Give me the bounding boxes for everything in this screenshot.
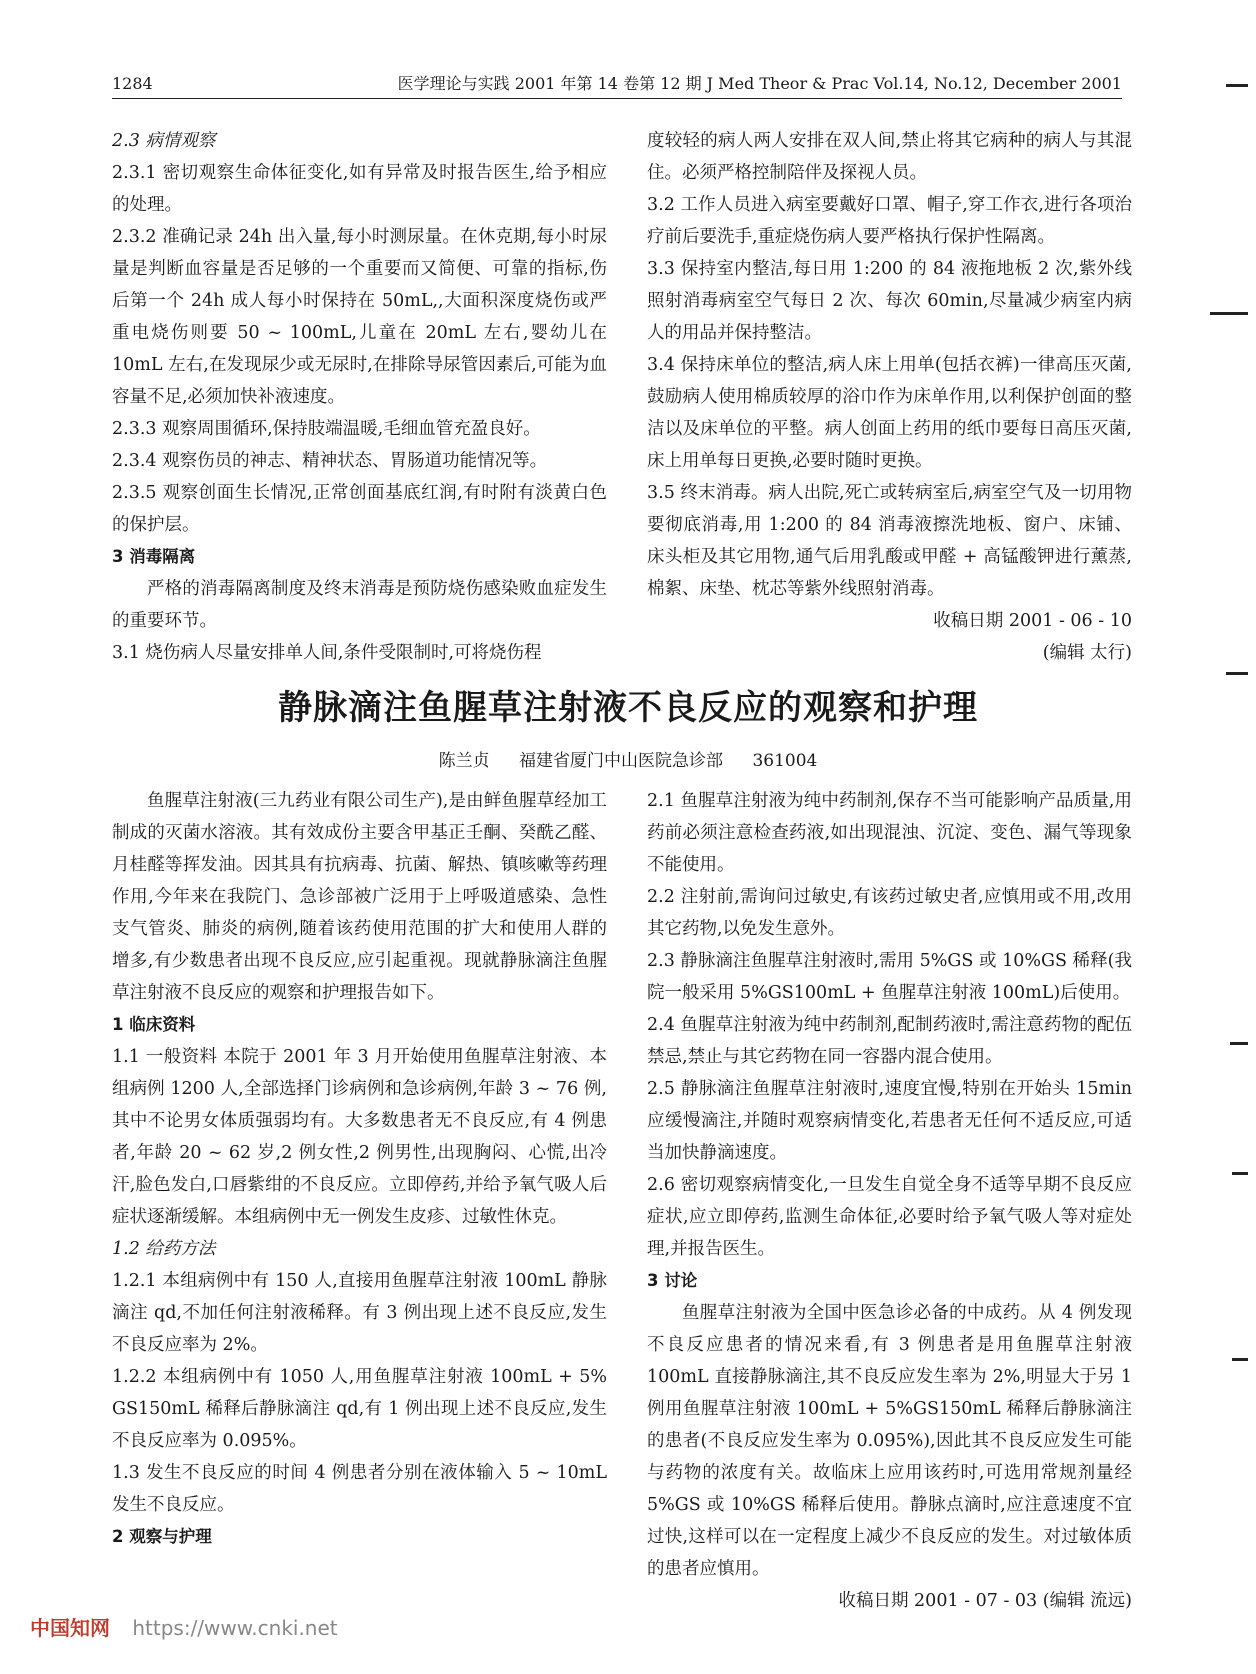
paragraph: 1.1 一般资料 本院于 2001 年 3 月开始使用鱼腥草注射液、本组病例 1200 人,全部选择门诊病例和急诊病例,年龄 3 ~ 76 例,其中不论男女体质强弱均有。大多数患者无不良反应,有 4 例患者,年龄 20 ~ 62 岁,2 例女性,2 例男性,出现胸闷、心慌,出冷汗,脸色发白,口唇紫绀的不良反应。立即停药,并给予氧气吸人后症状逐渐缓解。本组病例中无一例发生皮疹、过敏性休克。 [112,1047,607,1227]
affiliation: 福建省厦门中山医院急诊部 [519,751,724,771]
paragraph: 2.4 鱼腥草注射液为纯中药制剂,配制药液时,需注意药物的配伍禁忌,禁止与其它药物在同一容器内混合使用。 [647,1015,1132,1067]
subsection-heading: 1.2 给药方法 [112,1239,216,1259]
cnki-logo: 中国知网 [30,1616,110,1640]
paragraph: 鱼腥草注射液为全国中医急诊必备的中成药。从 4 例发现不良反应患者的情况来看,有 3 例患者是用鱼腥草注射液 100mL 直接静脉滴注,其不良反应发生率为 2%,明显大于另 1 例用鱼腥草注射液 100mL + 5%GS150mL 稀释后静脉滴注的患者(不良反应发生率为 0.095%),因此其不良反应发生可能与药物的浓度有关。故临床上应用该药时,可选用常规剂量经 5%GS 或 10%GS 稀释后使用。静脉点滴时,应注意速度不宜过快,这样可以在一定程度上减少不良反应的发生。对过敏体质的患者应慎用。 [647,1303,1132,1579]
cnki-url: https://www.cnki.net [132,1616,338,1640]
paragraph: 2.3.4 观察伤员的神志、精神状态、胃肠道功能情况等。 [112,451,548,471]
section-heading: 1 临床资料 [112,1015,196,1034]
received-date: 收稿日期 2001 - 06 - 10 [933,611,1132,631]
paragraph: 1.3 发生不良反应的时间 4 例患者分别在液体输入 5 ~ 10mL 发生不良反应。 [112,1463,607,1515]
paragraph: 2.6 密切观察病情变化,一旦发生自觉全身不适等早期不良反应症状,应立即停药,监测生命体征,必要时给予氧气吸人等对症处理,并报告医生。 [647,1175,1132,1259]
scan-mark [1232,1358,1248,1361]
prev-article-column-right [647,125,1132,669]
scan-mark [1230,1042,1248,1045]
journal-citation: 医学理论与实践 2001 年第 14 卷第 12 期 J Med Theor & Prac Vol.14, No.12, December 2001 [397,74,1122,93]
paragraph: 度较轻的病人两人安排在双人间,禁止将其它病种的病人与其混住。必须严格控制陪伴及探视人员。 [647,131,1132,183]
paragraph: 2.5 静脉滴注鱼腥草注射液时,速度宜慢,特别在开始头 15min 应缓慢滴注,并随时观察病情变化,若患者无任何不适反应,可适当加快静滴速度。 [647,1079,1132,1163]
section-heading: 3 讨论 [647,1271,698,1290]
article-title: 静脉滴注鱼腥草注射液不良反应的观察和护理 [278,688,978,728]
scan-mark [1226,84,1248,87]
prev-article-column-left [112,125,607,669]
author-line [0,746,1256,771]
postcode: 361004 [752,751,818,771]
paragraph: 3.4 保持床单位的整洁,病人床上用单(包括衣裤)一律高压灭菌,鼓励病人使用棉质较厚的浴巾作为床单作用,以利保护创面的整洁以及床单位的平整。病人创面上药用的纸巾要每日高压灭菌,床上用单每日更换,必要时随时更换。 [647,355,1132,471]
paragraph: 2.3.3 观察周围循环,保持肢端温暖,毛细血管充盈良好。 [112,419,541,439]
paragraph: 2.2 注射前,需询问过敏史,有该药过敏史者,应慎用或不用,改用其它药物,以免发生意外。 [647,887,1132,939]
scan-mark [1210,312,1248,315]
received-date-text: 收稿日期 2001 - 07 - 03 [838,1591,1038,1611]
article-column-left [112,785,607,1553]
paragraph: 2.3.2 准确记录 24h 出入量,每小时测尿量。在休克期,每小时尿量是判断血容量是否足够的一个重要而又简便、可靠的指标,伤后第一个 24h 成人每小时保持在 50mL,,大面积深度烧伤或严重电烧伤则要 50 ~ 100mL,儿童在 20mL 左右,婴幼儿在 10mL 左右,在发现尿少或无尿时,在排除导尿管因素后,可能为血容量不足,必须加快补液速度。 [112,227,607,407]
section-heading: 3 消毒隔离 [112,547,196,566]
paragraph: 2.3.5 观察创面生长情况,正常创面基底红润,有时附有淡黄白色的保护层。 [112,483,607,535]
paragraph: 3.5 终末消毒。病人出院,死亡或转病室后,病室空气及一切用物要彻底消毒,用 1:200 的 84 消毒液擦洗地板、窗户、床铺、床头柜及其它用物,通气后用乳酸或甲醛 + 高锰酸钾进行薰蒸,棉絮、床垫、枕芯等紫外线照射消毒。 [647,483,1132,599]
paragraph: 严格的消毒隔离制度及终末消毒是预防烧伤感染败血症发生的重要环节。 [112,579,607,631]
section-heading: 2 观察与护理 [112,1527,212,1546]
paragraph: 鱼腥草注射液(三九药业有限公司生产),是由鲜鱼腥草经加工制成的灭菌水溶液。其有效成份主要含甲基正壬酮、癸酰乙醛、月桂醛等挥发油。因其具有抗病毒、抗菌、解热、镇咳嗽等药理作用,今年来在我院门、急诊部被广泛用于上呼吸道感染、急性支气管炎、肺炎的病例,随着该药使用范围的扩大和使用人群的增多,有少数患者出现不良反应,应引起重视。现就静脉滴注鱼腥草注射液不良反应的观察和护理报告如下。 [112,791,607,1003]
editor-note: (编辑 流远) [1042,1591,1132,1611]
watermark-footer [30,1612,338,1641]
paragraph: 3.1 烧伤病人尽量安排单人间,条件受限制时,可将烧伤程 [112,643,542,663]
author-name: 陈兰贞 [438,751,490,771]
paragraph: 2.3 静脉滴注鱼腥草注射液时,需用 5%GS 或 10%GS 稀释(我院一般采用 5%GS100mL + 鱼腥草注射液 100mL)后使用。 [647,951,1132,1003]
scan-mark [1232,1172,1248,1175]
article-column-right [647,785,1132,1617]
received-date [647,1585,1132,1617]
running-header [112,72,1122,99]
page-number: 1284 [112,74,153,93]
section-heading: 2.3 病情观察 [112,131,216,151]
paragraph: 3.2 工作人员进入病室要戴好口罩、帽子,穿工作衣,进行各项治疗前后要洗手,重症烧伤病人要严格执行保护性隔离。 [647,195,1132,247]
paragraph: 1.2.2 本组病例中有 1050 人,用鱼腥草注射液 100mL + 5% GS150mL 稀释后静脉滴注 qd,有 1 例出现上述不良反应,发生不良反应率为 0.095%。 [112,1367,607,1451]
paragraph: 2.3.1 密切观察生命体征变化,如有异常及时报告医生,给予相应的处理。 [112,163,607,215]
editor-note: (编辑 太行) [1042,643,1132,663]
paragraph: 3.3 保持室内整洁,每日用 1:200 的 84 液拖地板 2 次,紫外线照射消毒病室空气每日 2 次、每次 60min,尽量减少病室内病人的用品并保持整洁。 [647,259,1132,343]
scan-mark [1226,672,1248,675]
paragraph: 1.2.1 本组病例中有 150 人,直接用鱼腥草注射液 100mL 静脉滴注 qd,不加任何注射液稀释。有 3 例出现上述不良反应,发生不良反应率为 2%。 [112,1271,607,1355]
paragraph: 2.1 鱼腥草注射液为纯中药制剂,保存不当可能影响产品质量,用药前必须注意检查药液,如出现混浊、沉淀、变色、漏气等现象不能使用。 [647,791,1132,875]
